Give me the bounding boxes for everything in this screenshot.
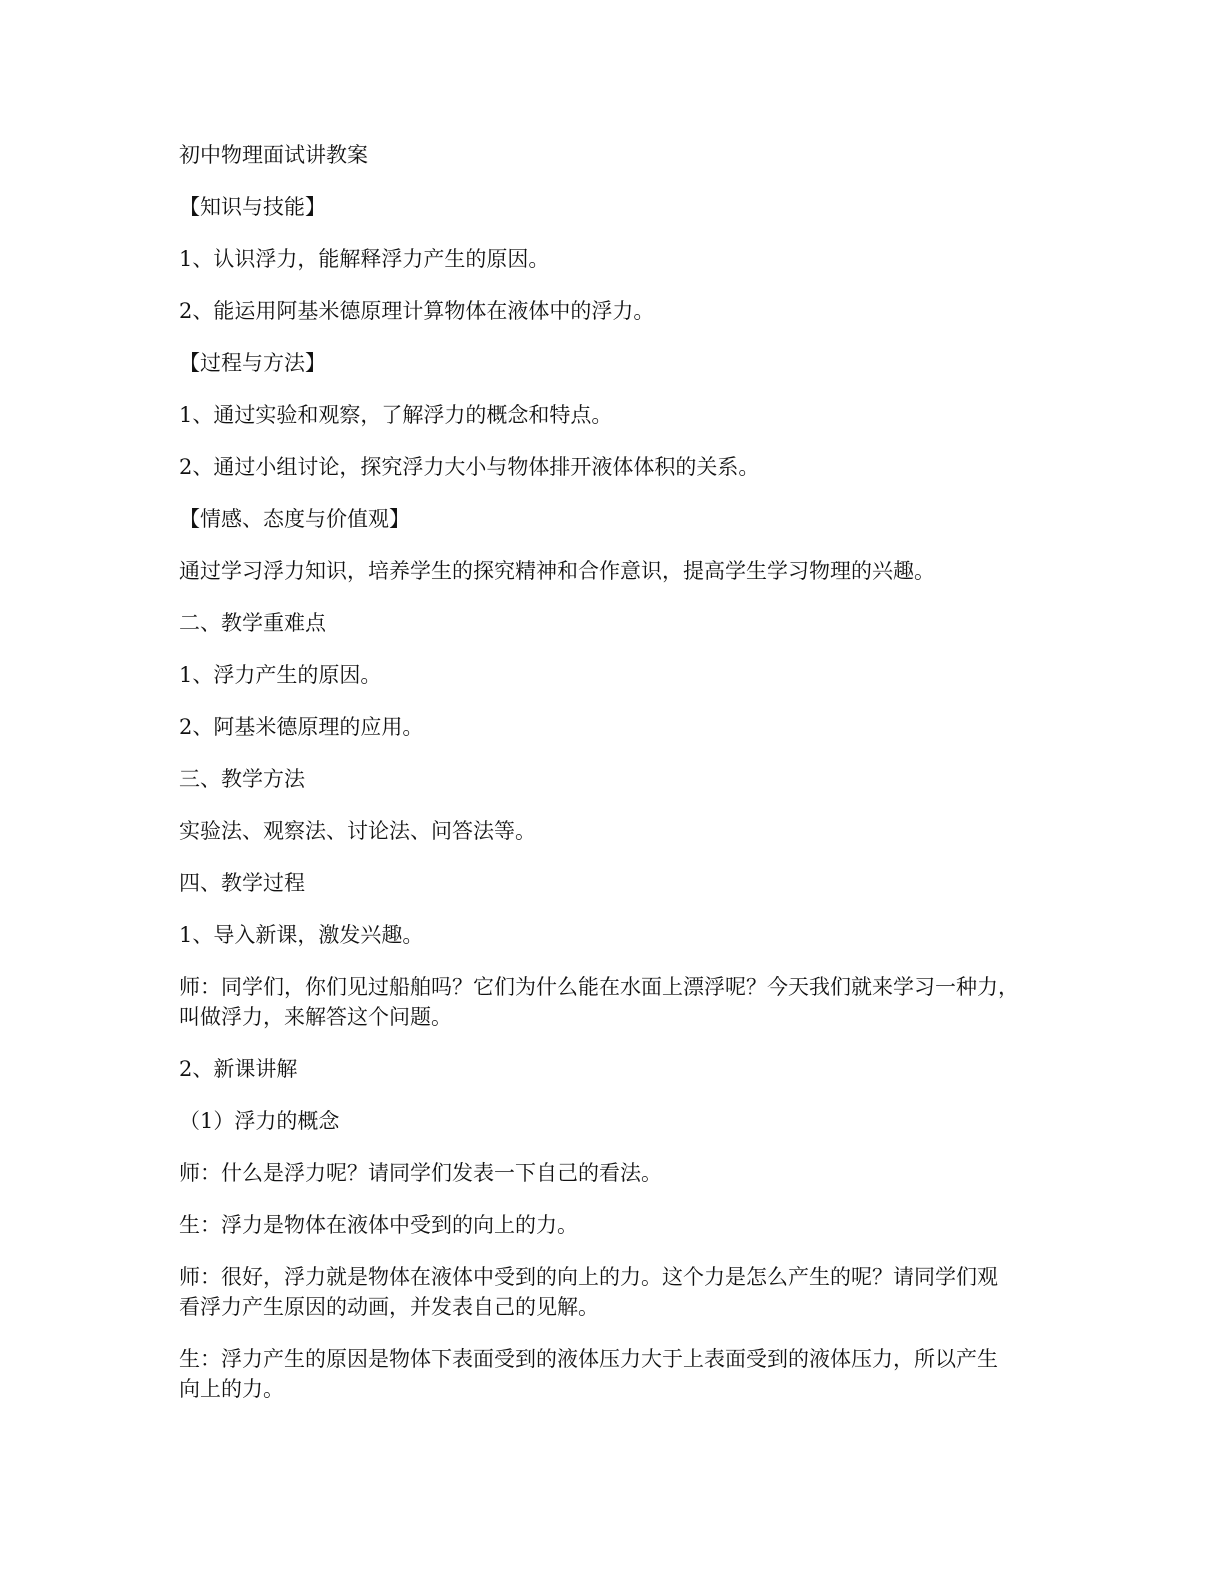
paragraph: 【情感、态度与价值观】 <box>179 507 410 531</box>
paragraph: 2、新课讲解 <box>179 1057 298 1081</box>
paragraph: 1、通过实验和观察，了解浮力的概念和特点。 <box>179 403 613 427</box>
document-body <box>179 140 1059 1426</box>
paragraph: 师：什么是浮力呢？请同学们发表一下自己的看法。 <box>179 1161 662 1185</box>
paragraph: 实验法、观察法、讨论法、问答法等。 <box>179 819 536 843</box>
paragraph: 生：浮力是物体在液体中受到的向上的力。 <box>179 1213 578 1237</box>
paragraph: 2、能运用阿基米德原理计算物体在液体中的浮力。 <box>179 299 655 323</box>
paragraph: 【知识与技能】 <box>179 195 326 219</box>
paragraph: （1）浮力的概念 <box>179 1109 340 1133</box>
paragraph: 师：同学们，你们见过船舶吗？它们为什么能在水面上漂浮呢？今天我们就来学习一种力， 叫做浮力，来解答这个问题。 <box>179 975 1019 1029</box>
paragraph: 通过学习浮力知识，培养学生的探究精神和合作意识，提高学生学习物理的兴趣。 <box>179 559 935 583</box>
paragraph: 生：浮力产生的原因是物体下表面受到的液体压力大于上表面受到的液体压力，所以产生 向上的力。 <box>179 1347 998 1401</box>
paragraph: 师：很好，浮力就是物体在液体中受到的向上的力。这个力是怎么产生的呢？请同学们观 看浮力产生原因的动画，并发表自己的见解。 <box>179 1265 998 1319</box>
paragraph: 【过程与方法】 <box>179 351 326 375</box>
paragraph: 1、导入新课，激发兴趣。 <box>179 923 424 947</box>
paragraph: 三、教学方法 <box>179 767 305 791</box>
paragraph: 1、浮力产生的原因。 <box>179 663 382 687</box>
paragraph: 二、教学重难点 <box>179 611 326 635</box>
paragraph: 2、通过小组讨论，探究浮力大小与物体排开液体体积的关系。 <box>179 455 760 479</box>
paragraph: 1、认识浮力，能解释浮力产生的原因。 <box>179 247 550 271</box>
paragraph: 四、教学过程 <box>179 871 305 895</box>
paragraph: 2、阿基米德原理的应用。 <box>179 715 424 739</box>
document-title: 初中物理面试讲教案 <box>179 143 368 167</box>
